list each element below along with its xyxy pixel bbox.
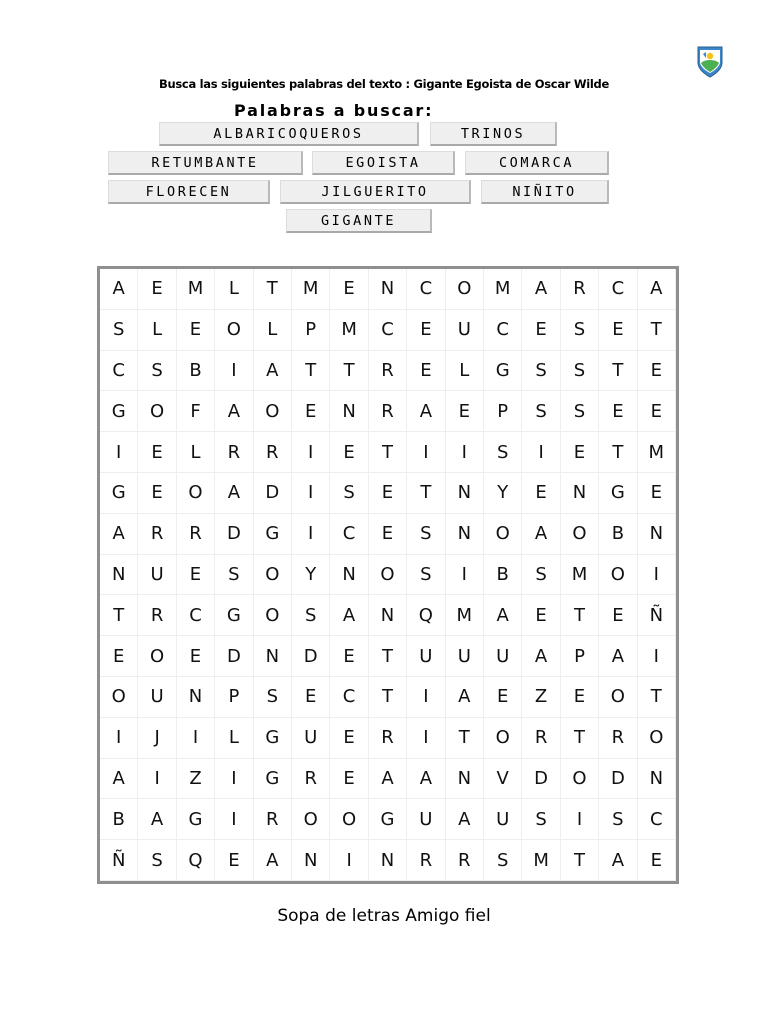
grid-cell: R [522, 718, 560, 759]
grid-cell: E [138, 432, 176, 473]
grid-cell: I [177, 718, 215, 759]
grid-cell: I [100, 718, 138, 759]
grid-cell: E [330, 432, 368, 473]
grid-cell: O [446, 269, 484, 310]
grid-cell: A [599, 636, 637, 677]
grid-cell: P [561, 636, 599, 677]
grid-cell: I [100, 432, 138, 473]
grid-cell: I [215, 759, 253, 800]
grid-cell: B [100, 799, 138, 840]
grid-cell: S [484, 840, 522, 881]
grid-cell: E [330, 718, 368, 759]
grid-cell: O [369, 555, 407, 596]
grid-cell: G [177, 799, 215, 840]
word-chip: JILGUERITO [280, 180, 471, 204]
grid-cell: Ñ [100, 840, 138, 881]
grid-cell: C [330, 677, 368, 718]
grid-cell: M [446, 595, 484, 636]
grid-cell: C [330, 514, 368, 555]
grid-cell: G [215, 595, 253, 636]
grid-cell: S [407, 514, 445, 555]
grid-cell: O [561, 514, 599, 555]
grid-cell: S [522, 351, 560, 392]
grid-cell: E [330, 269, 368, 310]
grid-cell: O [138, 391, 176, 432]
grid-cell: N [446, 759, 484, 800]
grid-cell: M [177, 269, 215, 310]
grid-cell: E [522, 473, 560, 514]
grid-cell: E [138, 269, 176, 310]
grid-cell: N [369, 269, 407, 310]
grid-cell: R [254, 432, 292, 473]
word-chip: GIGANTE [286, 209, 432, 233]
grid-cell: E [561, 432, 599, 473]
grid-cell: C [177, 595, 215, 636]
grid-cell: T [561, 840, 599, 881]
grid-cell: G [254, 759, 292, 800]
word-chip: EGOISTA [312, 151, 455, 175]
grid-cell: E [446, 391, 484, 432]
grid-cell: E [177, 310, 215, 351]
grid-cell: J [138, 718, 176, 759]
grid-cell: C [638, 799, 676, 840]
word-chip: ALBARICOQUEROS [159, 122, 419, 146]
grid-cell: B [599, 514, 637, 555]
grid-cell: N [561, 473, 599, 514]
grid-cell: A [522, 269, 560, 310]
grid-cell: Ñ [638, 595, 676, 636]
grid-cell: E [292, 677, 330, 718]
grid-cell: O [292, 799, 330, 840]
grid-cell: T [407, 473, 445, 514]
grid-cell: O [638, 718, 676, 759]
grid-cell: N [638, 759, 676, 800]
grid-cell: L [215, 269, 253, 310]
grid-cell: E [599, 595, 637, 636]
grid-cell: D [215, 514, 253, 555]
grid-cell: I [330, 840, 368, 881]
grid-cell: T [638, 310, 676, 351]
grid-cell: S [484, 432, 522, 473]
grid-cell: C [369, 310, 407, 351]
grid-cell: S [292, 595, 330, 636]
grid-cell: I [407, 677, 445, 718]
grid-cell: A [407, 391, 445, 432]
grid-cell: M [638, 432, 676, 473]
grid-cell: O [138, 636, 176, 677]
grid-cell: B [484, 555, 522, 596]
grid-cell: G [100, 391, 138, 432]
grid-cell: T [254, 269, 292, 310]
grid-cell: M [330, 310, 368, 351]
grid-cell: N [446, 473, 484, 514]
grid-cell: E [599, 391, 637, 432]
grid-cell: V [484, 759, 522, 800]
word-chip: TRINOS [430, 122, 557, 146]
grid-cell: S [599, 799, 637, 840]
grid-cell: Y [292, 555, 330, 596]
grid-cell: A [100, 514, 138, 555]
grid-cell: O [599, 677, 637, 718]
grid-cell: R [369, 351, 407, 392]
grid-cell: Z [177, 759, 215, 800]
words-heading: Palabras a buscar: [234, 101, 434, 120]
grid-cell: R [369, 718, 407, 759]
grid-cell: T [369, 636, 407, 677]
grid-cell: P [292, 310, 330, 351]
grid-cell: P [484, 391, 522, 432]
grid-cell: E [330, 759, 368, 800]
grid-cell: O [254, 555, 292, 596]
grid-cell: T [292, 351, 330, 392]
grid-cell: T [330, 351, 368, 392]
grid-cell: S [138, 351, 176, 392]
grid-cell: D [254, 473, 292, 514]
grid-cell: E [138, 473, 176, 514]
grid-cell: N [369, 595, 407, 636]
grid-cell: O [561, 759, 599, 800]
grid-cell: N [100, 555, 138, 596]
word-chip: FLORECEN [108, 180, 270, 204]
grid-cell: E [638, 351, 676, 392]
grid-cell: S [330, 473, 368, 514]
grid-cell: O [330, 799, 368, 840]
grid-cell: I [638, 636, 676, 677]
grid-cell: C [484, 310, 522, 351]
grid-cell: Z [522, 677, 560, 718]
grid-cell: T [369, 432, 407, 473]
grid-cell: C [407, 269, 445, 310]
grid-cell: C [100, 351, 138, 392]
grid-cell: E [638, 391, 676, 432]
grid-cell: D [599, 759, 637, 800]
word-search-grid [97, 266, 679, 884]
grid-cell: A [522, 636, 560, 677]
grid-cell: D [292, 636, 330, 677]
grid-cell: U [446, 636, 484, 677]
grid-cell: D [522, 759, 560, 800]
grid-cell: N [446, 514, 484, 555]
word-chip: RETUMBANTE [108, 151, 303, 175]
grid-cell: I [138, 759, 176, 800]
caption: Sopa de letras Amigo fiel [277, 906, 491, 926]
grid-cell: T [599, 351, 637, 392]
grid-cell: O [100, 677, 138, 718]
grid-cell: O [215, 310, 253, 351]
grid-cell: R [446, 840, 484, 881]
grid-cell: G [100, 473, 138, 514]
grid-cell: Q [407, 595, 445, 636]
grid-cell: I [215, 799, 253, 840]
grid-cell: S [522, 555, 560, 596]
grid-cell: S [522, 391, 560, 432]
grid-cell: N [177, 677, 215, 718]
grid-cell: S [100, 310, 138, 351]
grid-cell: A [215, 391, 253, 432]
grid-cell: I [292, 432, 330, 473]
grid-cell: R [407, 840, 445, 881]
grid-cell: C [599, 269, 637, 310]
grid-cell: U [138, 555, 176, 596]
grid-cell: N [254, 636, 292, 677]
grid-cell: O [484, 718, 522, 759]
grid-cell: T [369, 677, 407, 718]
grid-cell: R [254, 799, 292, 840]
grid-cell: E [369, 514, 407, 555]
grid-cell: E [522, 595, 560, 636]
grid-cell: E [561, 677, 599, 718]
word-chip: COMARCA [465, 151, 609, 175]
grid-cell: R [292, 759, 330, 800]
grid-cell: T [446, 718, 484, 759]
grid-cell: A [100, 759, 138, 800]
grid-cell: I [561, 799, 599, 840]
grid-cell: S [407, 555, 445, 596]
grid-cell: A [638, 269, 676, 310]
grid-cell: U [292, 718, 330, 759]
grid-cell: E [177, 555, 215, 596]
grid-cell: A [254, 351, 292, 392]
grid-cell: S [254, 677, 292, 718]
grid-cell: O [254, 595, 292, 636]
grid-cell: L [215, 718, 253, 759]
grid-cell: E [177, 636, 215, 677]
grid-cell: R [138, 514, 176, 555]
grid-cell: I [446, 555, 484, 596]
grid-cell: R [138, 595, 176, 636]
grid-cell: U [484, 799, 522, 840]
grid-cell: N [638, 514, 676, 555]
grid-cell: G [599, 473, 637, 514]
grid-cell: A [215, 473, 253, 514]
grid-cell: G [369, 799, 407, 840]
grid-cell: I [446, 432, 484, 473]
grid-cell: L [446, 351, 484, 392]
grid-cell: Q [177, 840, 215, 881]
grid-cell: I [292, 473, 330, 514]
grid-cell: U [484, 636, 522, 677]
grid-cell: N [369, 840, 407, 881]
grid-cell: T [638, 677, 676, 718]
grid-cell: T [561, 718, 599, 759]
grid-cell: N [292, 840, 330, 881]
grid-cell: E [292, 391, 330, 432]
grid-cell: E [484, 677, 522, 718]
grid-cell: E [330, 636, 368, 677]
grid-cell: U [446, 310, 484, 351]
grid-cell: L [138, 310, 176, 351]
instruction-text: Busca las siguientes palabras del texto : Gigante Egoista de Oscar Wilde [159, 77, 609, 91]
grid-cell: A [484, 595, 522, 636]
grid-cell: N [330, 555, 368, 596]
grid-cell: G [484, 351, 522, 392]
grid-cell: O [599, 555, 637, 596]
grid-cell: Y [484, 473, 522, 514]
word-chip: NIÑITO [481, 180, 609, 204]
grid-cell: E [100, 636, 138, 677]
grid-cell: S [561, 310, 599, 351]
grid-cell: R [369, 391, 407, 432]
grid-cell: N [330, 391, 368, 432]
grid-cell: U [138, 677, 176, 718]
grid-cell: G [254, 514, 292, 555]
grid-cell: F [177, 391, 215, 432]
grid-cell: E [215, 840, 253, 881]
grid-cell: I [522, 432, 560, 473]
grid-cell: R [561, 269, 599, 310]
grid-cell: T [561, 595, 599, 636]
grid-cell: E [638, 473, 676, 514]
grid-cell: A [599, 840, 637, 881]
grid-cell: S [522, 799, 560, 840]
grid-cell: D [215, 636, 253, 677]
grid-cell: I [407, 718, 445, 759]
grid-cell: O [177, 473, 215, 514]
grid-cell: I [638, 555, 676, 596]
grid-cell: M [561, 555, 599, 596]
grid-cell: I [215, 351, 253, 392]
grid-cell: L [254, 310, 292, 351]
grid-cell: L [177, 432, 215, 473]
grid-cell: E [369, 473, 407, 514]
school-crest-logo [697, 46, 723, 78]
grid-cell: M [484, 269, 522, 310]
grid-cell: A [446, 799, 484, 840]
school-crest-icon [697, 46, 723, 78]
grid-cell: O [484, 514, 522, 555]
grid-cell: A [330, 595, 368, 636]
grid-cell: A [138, 799, 176, 840]
grid-cell: E [638, 840, 676, 881]
grid-cell: A [369, 759, 407, 800]
grid-cell: M [522, 840, 560, 881]
grid-cell: E [407, 351, 445, 392]
grid-cell: S [561, 391, 599, 432]
grid-cell: R [215, 432, 253, 473]
grid-cell: A [100, 269, 138, 310]
grid-cell: I [407, 432, 445, 473]
grid-cell: B [177, 351, 215, 392]
grid-cell: S [215, 555, 253, 596]
grid-cell: S [561, 351, 599, 392]
grid-cell: A [522, 514, 560, 555]
grid-cell: M [292, 269, 330, 310]
grid-cell: G [254, 718, 292, 759]
grid-cell: I [292, 514, 330, 555]
grid-cell: R [599, 718, 637, 759]
grid-cell: O [254, 391, 292, 432]
grid-cell: E [522, 310, 560, 351]
grid-cell: U [407, 799, 445, 840]
grid-cell: A [254, 840, 292, 881]
grid-cell: T [100, 595, 138, 636]
grid-cell: P [215, 677, 253, 718]
grid-cell: T [599, 432, 637, 473]
grid-cell: A [407, 759, 445, 800]
grid-cell: S [138, 840, 176, 881]
grid-cell: U [407, 636, 445, 677]
grid-cell: A [446, 677, 484, 718]
grid-cell: R [177, 514, 215, 555]
grid-cell: E [599, 310, 637, 351]
grid-cell: E [407, 310, 445, 351]
